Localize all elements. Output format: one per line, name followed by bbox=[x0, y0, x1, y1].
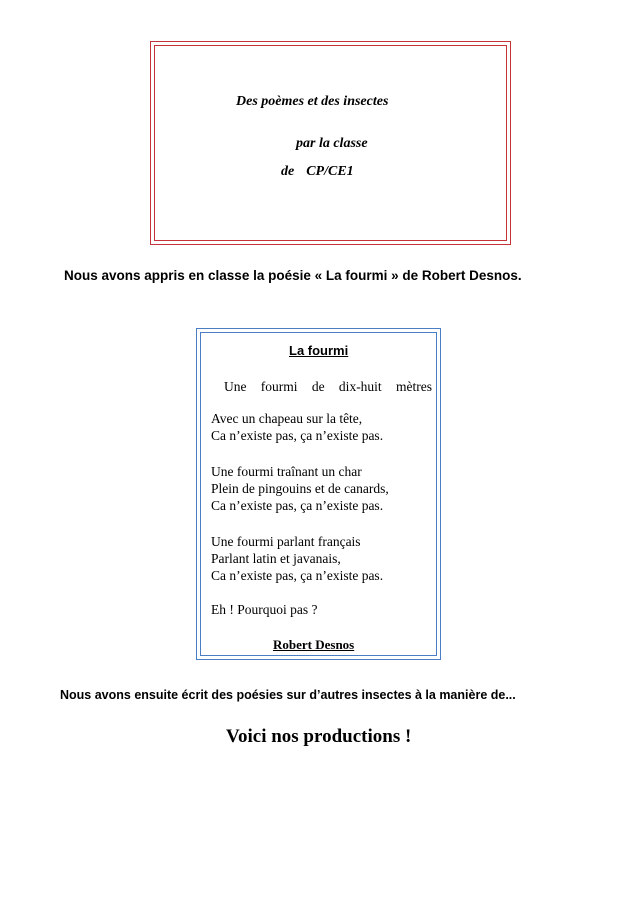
poem-line: Parlant latin et javanais, bbox=[211, 551, 341, 566]
class-prefix: de bbox=[281, 164, 295, 179]
poem-stanza-2 bbox=[211, 463, 389, 514]
poem-line: Ca n’existe pas, ça n’existe pas. bbox=[211, 498, 384, 513]
poem-stanza-4 bbox=[211, 601, 317, 618]
document-title: Des poèmes et des insectes bbox=[236, 94, 389, 109]
document-subtitle: par la classe bbox=[296, 136, 368, 151]
poem-line: Ca n’existe pas, ça n’existe pas. bbox=[211, 428, 384, 443]
poem-line: Une fourmi parlant français bbox=[211, 534, 361, 549]
poem-line: Avec un chapeau sur la tête, bbox=[211, 411, 363, 426]
poem-line: Eh ! Pourquoi pas ? bbox=[211, 602, 318, 617]
poem-author: Robert Desnos bbox=[273, 637, 355, 652]
class-name bbox=[281, 164, 354, 180]
poem-title: La fourmi bbox=[289, 343, 349, 358]
intro-paragraph: Nous avons appris en classe la poésie « La fourmi » de Robert Desnos. bbox=[64, 268, 522, 283]
followup-paragraph: Nous avons ensuite écrit des poésies sur d’autres insectes à la manière de... bbox=[60, 688, 516, 702]
poem-stanza-1 bbox=[211, 410, 383, 444]
poem-line: Plein de pingouins et de canards, bbox=[211, 481, 389, 496]
poem-stanza-3 bbox=[211, 533, 383, 584]
poem-first-line: Une fourmi de dix-huit mètres bbox=[224, 379, 432, 394]
productions-heading: Voici nos productions ! bbox=[226, 726, 412, 747]
class-level: CP/CE1 bbox=[306, 164, 354, 179]
poem-line: Ca n’existe pas, ça n’existe pas. bbox=[211, 568, 384, 583]
poem-line: Une fourmi traînant un char bbox=[211, 464, 362, 479]
